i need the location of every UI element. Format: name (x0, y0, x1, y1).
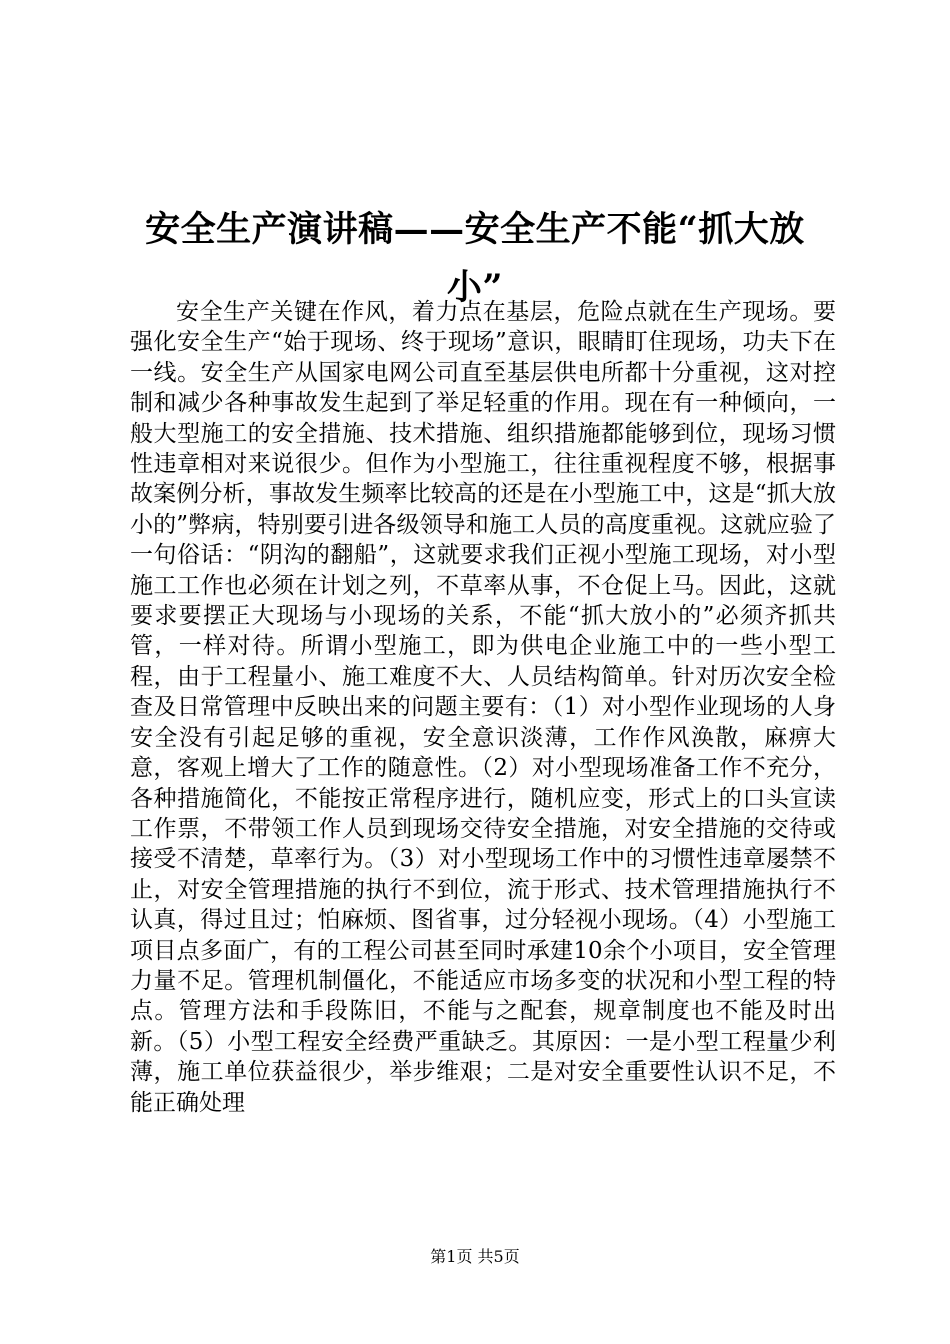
title-line-2: 小” (446, 267, 504, 309)
body-paragraph: 安全生产关键在作风，着力点在基层，危险点就在生产现场。要强化安全生产“始于现场、终于现场”意识，眼睛盯住现场，功夫下在一线。安全生产从国家电网公司直至基层供电所都十分重视，这对控制和减少各种事故发生起到了举足轻重的作用。现在有一种倾向，一般大型施工的安全措施、技术措施、组织措施都能够到位，现场习惯性违章相对来说很少。但作为小型施工，往往重视程度不够，根据事故案例分析，事故发生频率比较高的还是在小型施工中，这是“抓大放小的”弊病，特别要引进各级领导和施工人员的高度重视。这就应验了一句俗话：“阴沟的翻船”，这就要求我们正视小型施工现场，对小型施工工作也必须在计划之列，不草率从事，不仓促上马。因此，这就要求要摆正大现场与小现场的关系，不能“抓大放小的”必须齐抓共管，一样对待。所谓小型施工，即为供电企业施工中的一些小型工程，由于工程量小、施工难度不大、人员结构简单。针对历次安全检查及日常管理中反映出来的问题主要有：（1）对小型作业现场的人身安全没有引起足够的重视，安全意识淡薄，工作作风涣散，麻痹大意，客观上增大了工作的随意性。（2）对小型现场准备工作不充分，各种措施简化，不能按正常程序进行，随机应变，形式上的口头宣读工作票，不带领工作人员到现场交待安全措施，对安全措施的交待或接受不清楚，草率行为。（3）对小型现场工作中的习惯性违章屡禁不止，对安全管理措施的执行不到位，流于形式、技术管理措施执行不认真，得过且过；怕麻烦、图省事，过分轻视小现场。（4）小型施工项目点多面广，有的工程公司甚至同时承建10余个小项目，安全管理力量不足。管理机制僵化，不能适应市场多变的状况和小型工程的特点。管理方法和手段陈旧，不能与之配套，规章制度也不能及时出新。（5）小型工程安全经费严重缺乏。其原因：一是小型工程量少利薄，施工单位获益很少，举步维艰；二是对安全重要性认识不足，不能正确处理 (130, 299, 836, 1116)
page-number: 第1页 共5页 (430, 1247, 520, 1266)
title-line-1: 安全生产演讲稿——安全生产不能“抓大放 (145, 209, 805, 251)
